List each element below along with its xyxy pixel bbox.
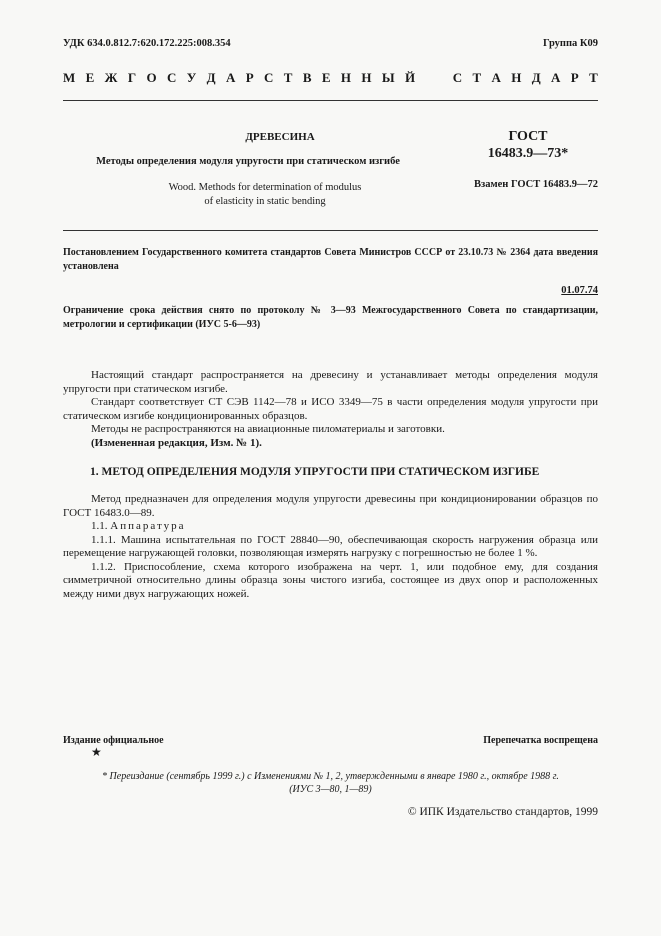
- document-subtitle: Методы определения модуля упругости при статическом изгибе: [96, 156, 400, 167]
- banner-letter: Н: [340, 70, 352, 85]
- udc-code: УДК 634.0.812.7:620.172.225:008.354: [63, 38, 231, 49]
- banner-letter: Ы: [381, 70, 395, 85]
- footnote-line-1: * Переиздание (сентябрь 1999 г.) с Изменениями № 1, 2, утвержденными в январе 1980 г., октябре 1988 г.: [102, 771, 559, 782]
- section-1-title: 1. МЕТОД ОПРЕДЕЛЕНИЯ МОДУЛЯ УПРУГОСТИ ПРИ СТАТИЧЕСКОМ ИЗГИБЕ: [90, 466, 540, 478]
- banner-letter: М: [63, 70, 76, 85]
- reissue-footnote: [63, 770, 598, 796]
- banner-letter: Е: [321, 70, 331, 85]
- banner-letter: Г: [127, 70, 137, 85]
- banner-letter: А: [225, 70, 236, 85]
- banner-letter: Т: [283, 70, 293, 85]
- amendment-note: (Измененная редакция, Изм. № 1).: [91, 436, 262, 449]
- banner-letter: С: [452, 70, 463, 85]
- english-title-line-1: Wood. Methods for determination of modulus: [168, 182, 362, 193]
- banner-letter: Р: [245, 70, 254, 85]
- banner-letter: Ж: [104, 70, 118, 85]
- footnote-line-2: (ИУС 3—80, 1—89): [289, 784, 372, 795]
- section-1-paragraph-1: Метод предназначен для определения модуля упругости древесины при кондиционировании образцов по ГОСТ 16483.0—89.: [63, 493, 598, 519]
- group-code: Группа К09: [542, 38, 598, 49]
- official-edition: Издание официальное: [63, 735, 164, 746]
- banner-letter: [439, 70, 442, 86]
- banner-letter: Т: [472, 70, 482, 85]
- item-1-1-2: 1.1.2. Приспособление, схема которого изображена на черт. 1, или подобное ему, для создания симметричной относительно длины образца зоны чистого изгиба, состоящее из двух опор и расположенных между ними двух нагружающих ножей.: [63, 560, 598, 600]
- intro-paragraph-2: Стандарт соответствует СТ СЭВ 1142—78 и ИСО 3349—75 в части определения модуля упругости при статическом изгибе кондиционированных образцов.: [63, 396, 598, 422]
- english-title-line-2: of elasticity in static bending: [204, 196, 326, 207]
- replaced-standard: Взамен ГОСТ 16483.9—72: [473, 179, 598, 190]
- banner-letter: Д: [531, 70, 541, 85]
- intro-paragraph-3: Методы не распространяются на авиационные пиломатериалы и заготовки.: [91, 423, 445, 435]
- item-1-1-1: 1.1.1. Машина испытательная по ГОСТ 28840—90, обеспечивающая скорость нагружения образца или перемещение нагружающей головки, позволяющая измерять нагрузку с погрешностью не более 1 %.: [63, 533, 598, 559]
- interstate-standard-banner: [63, 70, 598, 86]
- middle-rule: [63, 230, 598, 231]
- reprint-prohibited: Перепечатка воспрещена: [483, 735, 598, 746]
- introduction-date: 01.07.74: [561, 285, 598, 296]
- banner-letter: [425, 70, 428, 86]
- copyright: © ИПК Издательство стандартов, 1999: [407, 806, 598, 818]
- english-title: [150, 181, 380, 209]
- banner-letter: С: [264, 70, 274, 85]
- banner-letter: А: [491, 70, 501, 85]
- banner-letter: О: [146, 70, 157, 85]
- banner-letter: Н: [361, 70, 372, 85]
- decree-text: Постановлением Государственного комитета стандартов Совета Министров СССР от 23.10.73 № 2364 дата введения установлена: [63, 247, 598, 272]
- banner-letter: А: [551, 70, 561, 85]
- star-icon: ★: [91, 745, 102, 759]
- banner-letter: В: [302, 70, 312, 85]
- intro-block: [63, 369, 598, 450]
- document-title: ДРЕВЕСИНА: [245, 131, 315, 143]
- banner-letter: Е: [85, 70, 95, 85]
- gost-code: 16483.9—73*: [487, 146, 569, 161]
- gost-label: ГОСТ: [508, 129, 548, 144]
- banner-letter: Р: [570, 70, 579, 85]
- banner-letter: У: [186, 70, 197, 85]
- subsection-1-1-number: 1.1.: [91, 520, 108, 532]
- intro-paragraph-1: Настоящий стандарт распространяется на древесину и устанавливает методы определения модуля упругости при статическом изгибе.: [63, 369, 598, 395]
- top-rule: [63, 100, 598, 101]
- banner-letter: Т: [589, 70, 598, 85]
- gost-number: [458, 128, 598, 162]
- banner-letter: С: [167, 70, 177, 85]
- banner-letter: Д: [206, 70, 216, 85]
- limitation-text: Ограничение срока действия снято по протоколу № 3—93 Межгосударственного Совета по стандартизации, метрологии и сертификации (ИУС 5-6—93): [63, 305, 598, 330]
- section-1-body: [63, 493, 598, 601]
- banner-letter: Н: [511, 70, 522, 85]
- banner-letter: Й: [404, 70, 416, 85]
- subsection-1-1-title: Аппаратура: [110, 520, 186, 532]
- subsection-1-1: [63, 520, 598, 534]
